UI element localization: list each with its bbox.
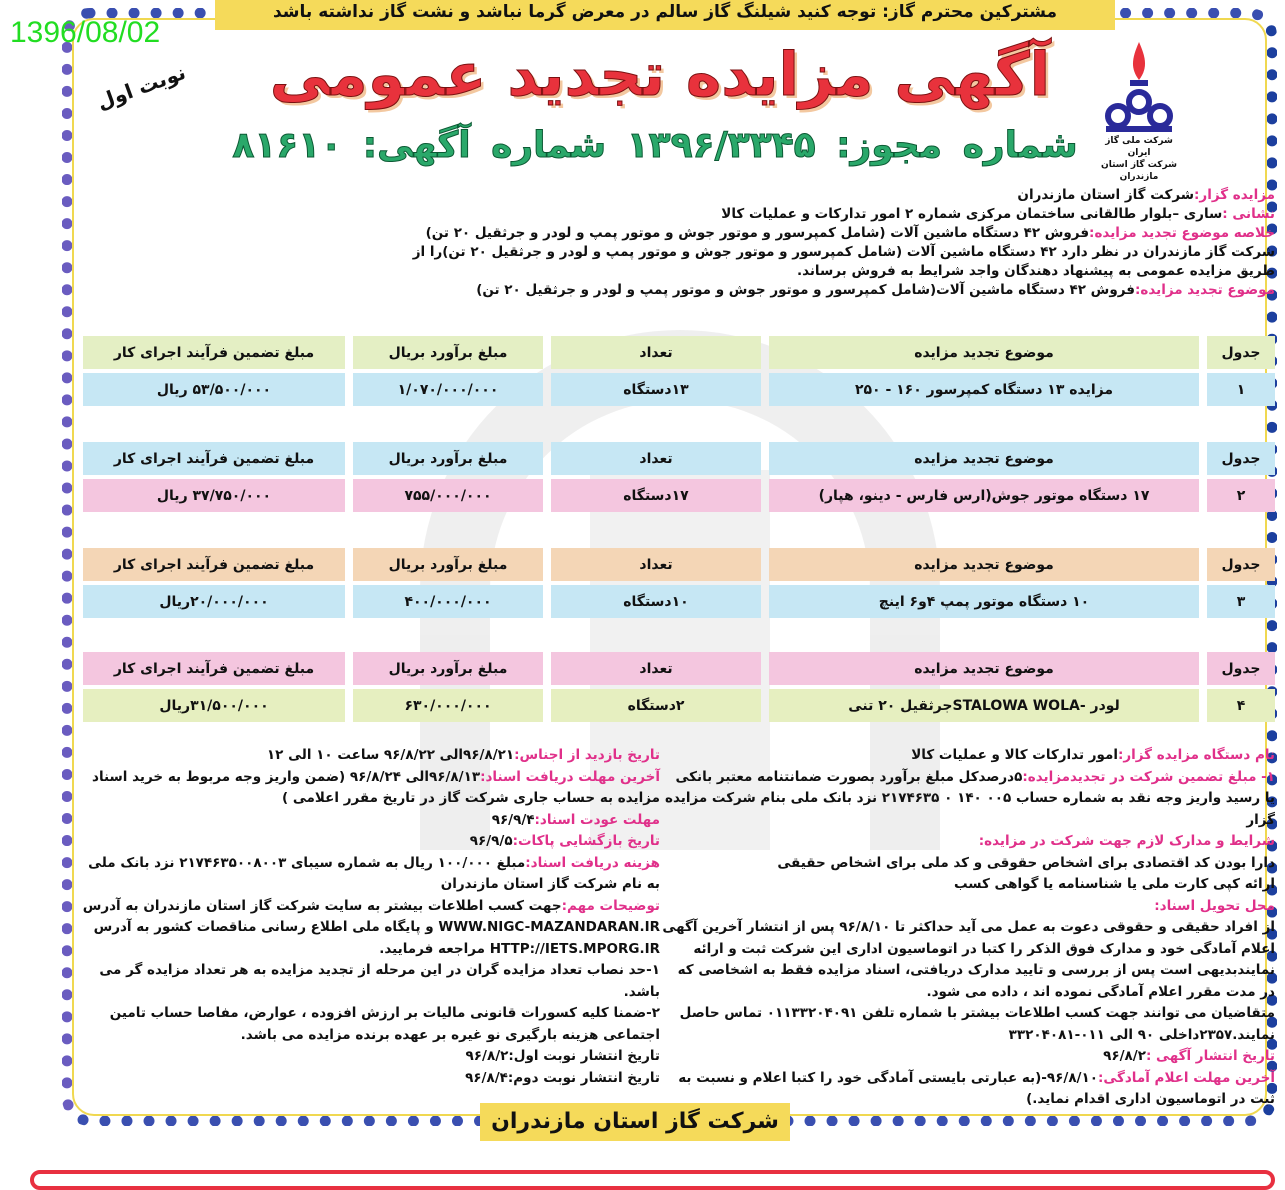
paragraph xyxy=(80,1068,660,1090)
field-value: شرکت گاز مازندران در نظر دارد ۴۲ دستگاه ماشین آلات (شامل کمپرسور و موتور جوش و موتور پمپ و لودر و جرثقیل ۲۰ تن)را از طریق مزایده عمومی به پیشنهاد دهندگان واجد شرایط به فروش برساند. xyxy=(412,244,1275,279)
col-subject-cell: ۱۰ دستگاه موتور پمپ ۴و۶ اینچ xyxy=(769,585,1199,618)
auction-info xyxy=(400,186,1275,300)
col-subject-header: موضوع تجدید مزایده xyxy=(769,442,1199,475)
left-column xyxy=(80,745,660,1089)
col-subject-header: موضوع تجدید مزایده xyxy=(769,652,1199,685)
paragraph xyxy=(662,1003,1275,1046)
auction-table-3 xyxy=(75,548,1275,622)
col-guarantee-header: مبلغ تضمین فرآیند اجرای کار xyxy=(83,548,345,581)
nigc-logo xyxy=(1098,40,1180,182)
field-value: ۱-حد نصاب تعداد مزایده گران در این مرحله از تجدید مزایده به هر تعداد مزایده گر می باشد. xyxy=(99,962,660,1000)
paragraph xyxy=(80,1003,660,1046)
col-table-header: جدول xyxy=(1207,336,1275,369)
paragraph xyxy=(662,917,1275,1003)
paragraph xyxy=(400,224,1275,243)
col-estimate-header: مبلغ برآورد بریال xyxy=(353,442,543,475)
field-label: تاریخ بازگشایی پاکات: xyxy=(512,833,660,849)
field-value: فروش ۴۲ دستگاه ماشین آلات (شامل کمپرسور و موتور جوش و موتور پمپ و لودر و جرثقیل ۲۰ تن) xyxy=(425,225,1090,241)
logo-line1: شرکت ملی گاز ایران xyxy=(1105,136,1173,158)
col-count-header: تعداد xyxy=(551,442,761,475)
field-value: تاریخ انتشار نوبت اول:۹۶/۸/۲ xyxy=(465,1048,660,1064)
col-guarantee-header: مبلغ تضمین فرآیند اجرای کار xyxy=(83,652,345,685)
table-header-row xyxy=(75,548,1275,581)
table-header-row xyxy=(75,336,1275,369)
auction-table-2 xyxy=(75,442,1275,516)
field-value: متقاضیان می توانند جهت کسب اطلاعات بیشتر با شماره تلفن ۰۱۱۳۳۲۰۴۰۹۱ تماس حاصل نمایند.۲۳۵۷داخلی ۹۰ الی ۰۱۱-۳۳۲۰۴۰۸۱ xyxy=(679,1005,1275,1043)
ad-title: آگهی مزایده تجدید عمومی xyxy=(269,40,1051,110)
col-subject-cell: ۱۷ دستگاه موتور جوش(ارس فارس - دینو، هپار) xyxy=(769,479,1199,512)
field-label: ۱- مبلغ تضمین شرکت در تجدیدمزایده: xyxy=(1022,768,1275,785)
col-estimate-header: مبلغ برآورد بریال xyxy=(353,548,543,581)
turn-label: نوبت اول xyxy=(93,59,189,115)
col-count-header: تعداد xyxy=(551,652,761,685)
paragraph xyxy=(80,1046,660,1068)
paragraph xyxy=(662,853,1275,875)
col-table-cell: ۳ xyxy=(1207,585,1275,618)
paragraph xyxy=(662,896,1275,918)
field-value: ۵درصدکل مبلغ برآورد بصورت ضمانتنامه معتبر بانکی یا رسید واریز وجه نقد به شماره حساب ۰۰۵ ۱۴۰ ۰ ۲۱۷۴۶۳۵ نزد بانک ملی بنام شرکت مزایده گزار xyxy=(665,768,1275,828)
field-label: خلاصه موضوع تجدید مزایده: xyxy=(1089,225,1275,241)
paragraph xyxy=(662,831,1275,853)
table-row xyxy=(75,479,1275,512)
col-subject-cell: مزایده ۱۳ دستگاه کمپرسور ۱۶۰ - ۲۵۰ xyxy=(769,373,1199,406)
paragraph xyxy=(400,205,1275,224)
col-table-cell: ۴ xyxy=(1207,689,1275,722)
field-value: ۹۶/۸/۲۱الی ۹۶/۸/۲۲ ساعت ۱۰ الی ۱۲ xyxy=(266,747,515,763)
paragraph xyxy=(80,960,660,1003)
paragraph xyxy=(80,896,660,961)
logo-line2: شرکت گاز استان مازندران xyxy=(1101,160,1177,182)
paragraph xyxy=(662,1046,1275,1068)
col-estimate-cell: ۴۰۰/۰۰۰/۰۰۰ xyxy=(353,585,543,618)
paragraph xyxy=(400,243,1275,281)
field-label: تاریخ انتشار آگهی : xyxy=(1145,1048,1275,1064)
col-subject-cell: لودر -STALOWA WOLAجرثقیل ۲۰ تنی xyxy=(769,689,1199,722)
table-header-row xyxy=(75,652,1275,685)
field-label: شرایط و مدارک لازم جهت شرکت در مزایده: xyxy=(978,833,1275,849)
col-count-header: تعداد xyxy=(551,336,761,369)
field-value: از افراد حقیقی و حقوقی دعوت به عمل می آید حداکثر تا ۹۶/۸/۱۰ پس از انتشار آخرین آگهی اعلام آمادگی خود و مدارک فوق الذکر را کتبا در اتوماسیون اداری این شرکت ثبت و ارائه نمایندبدیهی است پس از بررسی و تایید مدارک دریافتی، اسناد مزایده فقط به اشخاصی که در مدت مقرر اعلام آمادگی نموده اند ، داده می شود. xyxy=(662,919,1275,1000)
ad-subtitle: شماره مجوز: ۱۳۹۶/۳۳۴۵ شماره آگهی: ۸۱۶۱۰ xyxy=(232,125,1078,166)
paragraph xyxy=(662,745,1275,767)
col-estimate-header: مبلغ برآورد بریال xyxy=(353,336,543,369)
footer-company: شرکت گاز استان مازندران xyxy=(480,1103,790,1141)
col-estimate-cell: ۱/۰۷۰/۰۰۰/۰۰۰ xyxy=(353,373,543,406)
col-count-cell: ۱۰دستگاه xyxy=(551,585,761,618)
field-label: نام دستگاه مزایده گزار: xyxy=(1117,747,1275,763)
field-label: مهلت عودت اسناد: xyxy=(534,811,660,828)
next-ad-border xyxy=(30,1170,1275,1190)
field-label: آخرین مهلت دریافت اسناد: xyxy=(480,768,660,785)
right-column xyxy=(662,745,1275,1111)
table-row xyxy=(75,585,1275,618)
col-guarantee-cell: ۳۱/۵۰۰/۰۰۰ریال xyxy=(83,689,345,722)
table-row xyxy=(75,689,1275,722)
col-table-header: جدول xyxy=(1207,652,1275,685)
col-count-header: تعداد xyxy=(551,548,761,581)
field-label: نشانی : xyxy=(1222,206,1275,222)
col-subject-header: موضوع تجدید مزایده xyxy=(769,548,1199,581)
field-label: محل تحویل اسناد: xyxy=(1154,897,1275,914)
col-guarantee-cell: ۲۰/۰۰۰/۰۰۰ریال xyxy=(83,585,345,618)
col-table-cell: ۱ xyxy=(1207,373,1275,406)
paragraph xyxy=(80,767,660,810)
paragraph xyxy=(80,745,660,767)
field-value: ۹۶/۸/۱۳الی ۹۶/۸/۲۴ (ضمن واریز وجه مربوط به خرید اسناد مزایده به حساب جاری شرکت گاز در تاریخ مقرر اعلامی ) xyxy=(92,768,660,806)
col-guarantee-cell: ۳۷/۷۵۰/۰۰۰ ریال xyxy=(83,479,345,512)
col-subject-header: موضوع تجدید مزایده xyxy=(769,336,1199,369)
field-value: ۹۶/۹/۵ xyxy=(469,833,513,849)
col-estimate-header: مبلغ برآورد بریال xyxy=(353,652,543,685)
paragraph xyxy=(662,874,1275,896)
gas-flame-logo-icon xyxy=(1102,40,1176,135)
field-value: ساری –بلوار طالقانی ساختمان مرکزی شماره ۲ امور تدارکات و عملیات کالا xyxy=(721,206,1223,222)
paragraph xyxy=(80,810,660,832)
paragraph xyxy=(400,186,1275,205)
paragraph xyxy=(80,853,660,896)
field-label: مزایده گزار: xyxy=(1194,187,1275,203)
top-notice: مشترکین محترم گاز: توجه کنید شیلنگ گاز سالم در معرض گرما نباشد و نشت گاز نداشته باشد xyxy=(215,0,1115,30)
field-label: هزینه دریافت اسناد: xyxy=(525,854,660,871)
field-value: فروش ۴۲ دستگاه ماشین آلات(شامل کمپرسور و موتور جوش و موتور پمپ و لودر و جرثقیل ۲۰ تن) xyxy=(476,282,1135,298)
auction-table-4 xyxy=(75,652,1275,726)
field-label: توضیحات مهم: xyxy=(561,897,660,914)
col-guarantee-header: مبلغ تضمین فرآیند اجرای کار xyxy=(83,336,345,369)
col-guarantee-header: مبلغ تضمین فرآیند اجرای کار xyxy=(83,442,345,475)
field-value: ۲-ضمنا کلیه کسورات قانونی مالیات بر ارزش افزوده ، عوارض، مفاصا حساب تامین اجتماعی هزینه بارگیری نو غیره بر عهده برنده مزایده می باشد. xyxy=(109,1005,660,1043)
paragraph xyxy=(662,767,1275,832)
col-guarantee-cell: ۵۳/۵۰۰/۰۰۰ ریال xyxy=(83,373,345,406)
col-count-cell: ۱۷دستگاه xyxy=(551,479,761,512)
field-value: امور تدارکات کالا و عملیات کالا xyxy=(911,747,1118,763)
col-table-header: جدول xyxy=(1207,442,1275,475)
field-value: ۹۶/۸/۲ xyxy=(1103,1048,1146,1064)
paragraph xyxy=(80,831,660,853)
field-label: موضوع تجدید مزایده: xyxy=(1134,282,1275,298)
field-value: ارائه کپی کارت ملی یا شناسنامه یا گواهی کسب xyxy=(953,876,1275,892)
field-value: مبلغ ۱۰۰/۰۰۰ ریال به شماره سیبای ۲۱۷۴۶۳۵۰۰۸۰۰۳ نزد بانک ملی به نام شرکت گاز استان مازندران xyxy=(88,854,660,892)
col-count-cell: ۱۳دستگاه xyxy=(551,373,761,406)
col-table-cell: ۲ xyxy=(1207,479,1275,512)
paragraph xyxy=(400,281,1275,300)
field-value: دارا بودن کد اقتصادی برای اشخاص حقوقی و کد ملی برای اشخاص حقیقی xyxy=(777,854,1275,871)
table-header-row xyxy=(75,442,1275,475)
field-label: تاریخ بازدید از اجناس: xyxy=(514,747,660,763)
auction-table-1 xyxy=(75,336,1275,410)
field-value: ۹۶/۸/۱۰-(به عبارتی بایستی آمادگی خود را کتبا اعلام و نسبت به ثبت در اتوماسیون اداری اقدام نماید.) xyxy=(678,1069,1275,1107)
field-value: شرکت گاز استان مازندران xyxy=(1017,187,1195,203)
col-count-cell: ۲دستگاه xyxy=(551,689,761,722)
field-value: جهت کسب اطلاعات بیشتر به سایت شرکت گاز استان مازندران به آدرس WWW.NIGC-MAZANDARAN.IR و پایگاه ملی اطلاع رسانی مناقصات کشور به آدرس HTTP://IETS.MPORG.IR مراجعه فرمایید. xyxy=(82,897,660,957)
field-label: آخرین مهلت اعلام آمادگی: xyxy=(1097,1069,1275,1086)
field-value: تاریخ انتشار نوبت دوم:۹۶/۸/۴ xyxy=(465,1069,660,1086)
col-table-header: جدول xyxy=(1207,548,1275,581)
date-stamp: 1396/08/02 xyxy=(10,16,161,49)
field-value: ۹۶/۹/۴ xyxy=(491,811,535,828)
table-row xyxy=(75,373,1275,406)
col-estimate-cell: ۷۵۵/۰۰۰/۰۰۰ xyxy=(353,479,543,512)
col-estimate-cell: ۶۳۰/۰۰۰/۰۰۰ xyxy=(353,689,543,722)
